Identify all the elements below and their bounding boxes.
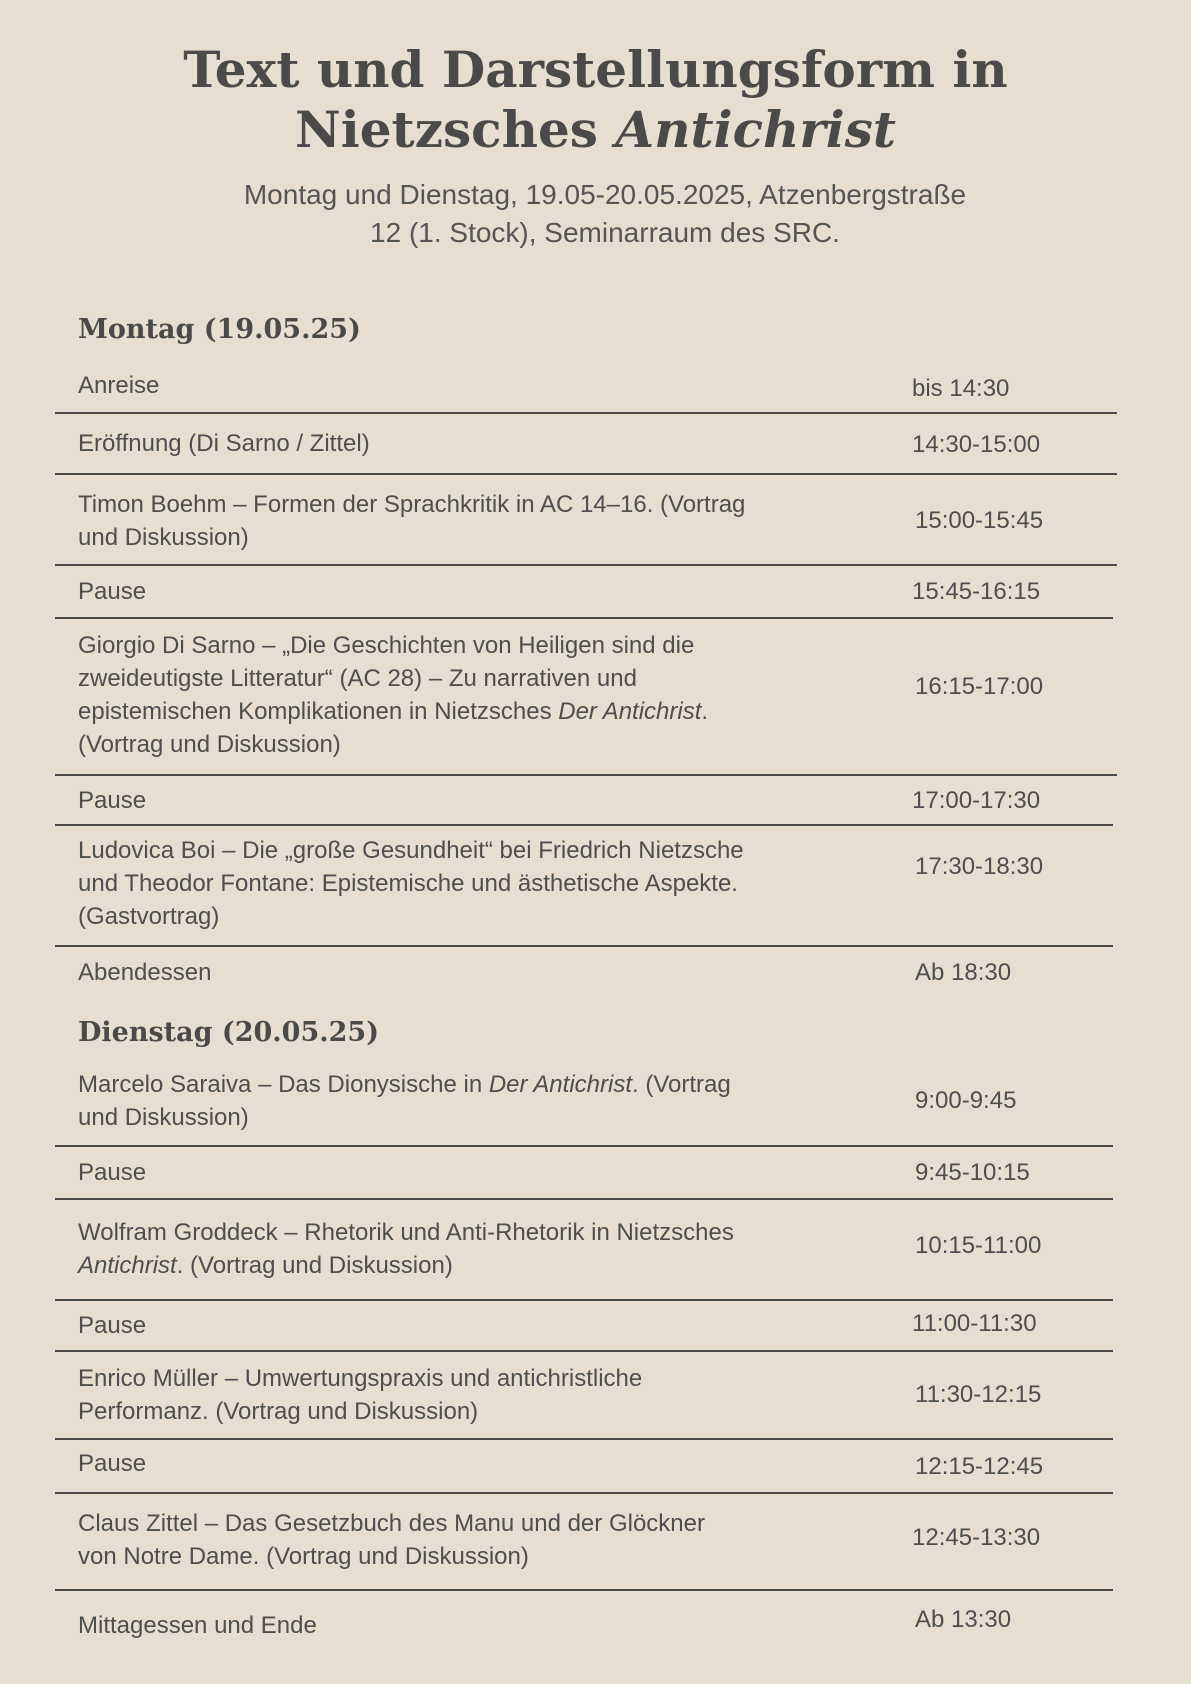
title-line1: Text und Darstellungsform in	[183, 40, 1008, 99]
row-time: 12:45-13:30	[912, 1524, 1041, 1551]
row-time: 12:15-12:45	[915, 1453, 1044, 1480]
schedule-row	[55, 1352, 1113, 1440]
row-time: 17:30-18:30	[915, 853, 1044, 880]
row-label: Giorgio Di Sarno – „Die Geschichten von Heiligen sind die zweideutigste Litteratur“ (AC 28) – Zu narrativen und epistemischen Komplikationen in Nietzsches Der Antichrist. (Vortrag und Diskussion)	[78, 632, 709, 758]
row-label: Pause	[78, 1312, 147, 1339]
schedule-row	[55, 475, 1117, 566]
title-line2-plain: Nietzsches	[295, 100, 616, 159]
row-label: Abendessen	[78, 959, 212, 986]
row-time: 11:00-11:30	[912, 1310, 1037, 1337]
schedule-row	[55, 947, 1117, 993]
row-label: Claus Zittel – Das Gesetzbuch des Manu und der Glöckner von Notre Dame. (Vortrag und Diskussion)	[78, 1510, 705, 1570]
schedule-row	[55, 619, 1117, 776]
schedule-row	[55, 1591, 1113, 1651]
schedule-row	[55, 1494, 1113, 1591]
row-time: 16:15-17:00	[915, 673, 1044, 700]
tuesday-heading: Dienstag (20.05.25)	[78, 1017, 379, 1048]
row-time: Ab 18:30	[915, 959, 1012, 986]
schedule-row	[55, 826, 1113, 947]
row-label: Ludovica Boi – Die „große Gesundheit“ bei Friedrich Nietzsche und Theodor Fontane: Epistemische und ästhetische Aspekte. (Gastvortrag)	[78, 837, 744, 930]
row-label: Timon Boehm – Formen der Sprachkritik in AC 14–16. (Vortrag und Diskussion)	[78, 491, 746, 551]
row-label: Pause	[78, 787, 147, 814]
schedule-row	[55, 1066, 1113, 1147]
schedule-row	[55, 566, 1113, 619]
row-label: Pause	[78, 1159, 147, 1186]
subtitle-line2: 12 (1. Stock), Seminarraum des SRC.	[370, 217, 840, 248]
row-time: Ab 13:30	[915, 1606, 1012, 1633]
row-time: 10:15-11:00	[915, 1232, 1042, 1259]
row-time: 9:45-10:15	[915, 1159, 1030, 1186]
row-label: Anreise	[78, 372, 160, 399]
schedule-row	[55, 1200, 1113, 1301]
row-time: bis 14:30	[912, 375, 1010, 402]
schedule-row	[55, 1301, 1113, 1352]
schedule-row	[55, 1147, 1113, 1200]
row-label: Pause	[78, 578, 147, 605]
row-time: 15:45-16:15	[912, 578, 1041, 605]
row-label: Mittagessen und Ende	[78, 1612, 317, 1639]
page-title	[0, 40, 1191, 160]
row-label: Pause	[78, 1450, 147, 1477]
row-label: Eröffnung (Di Sarno / Zittel)	[78, 430, 370, 457]
monday-heading: Montag (19.05.25)	[78, 314, 361, 345]
schedule-row	[55, 368, 1117, 414]
row-label: Wolfram Groddeck – Rhetorik und Anti-Rhetorik in Nietzsches Antichrist. (Vortrag und Diskussion)	[78, 1219, 734, 1279]
row-label: Marcelo Saraiva – Das Dionysische in Der Antichrist. (Vortrag und Diskussion)	[78, 1071, 731, 1131]
row-time: 11:30-12:15	[915, 1381, 1042, 1408]
row-time: 17:00-17:30	[912, 787, 1041, 814]
title-line2-italic: Antichrist	[615, 100, 896, 159]
schedule-row	[55, 1440, 1113, 1494]
row-time: 9:00-9:45	[915, 1087, 1017, 1114]
event-subtitle	[195, 176, 1015, 252]
row-time: 14:30-15:00	[912, 431, 1041, 458]
subtitle-line1: Montag und Dienstag, 19.05-20.05.2025, Atzenbergstraße	[243, 179, 967, 210]
schedule-row	[55, 414, 1117, 475]
schedule-row	[55, 776, 1113, 826]
row-time: 15:00-15:45	[915, 507, 1044, 534]
row-label: Enrico Müller – Umwertungspraxis und antichristliche Performanz. (Vortrag und Diskussion)	[78, 1365, 643, 1425]
